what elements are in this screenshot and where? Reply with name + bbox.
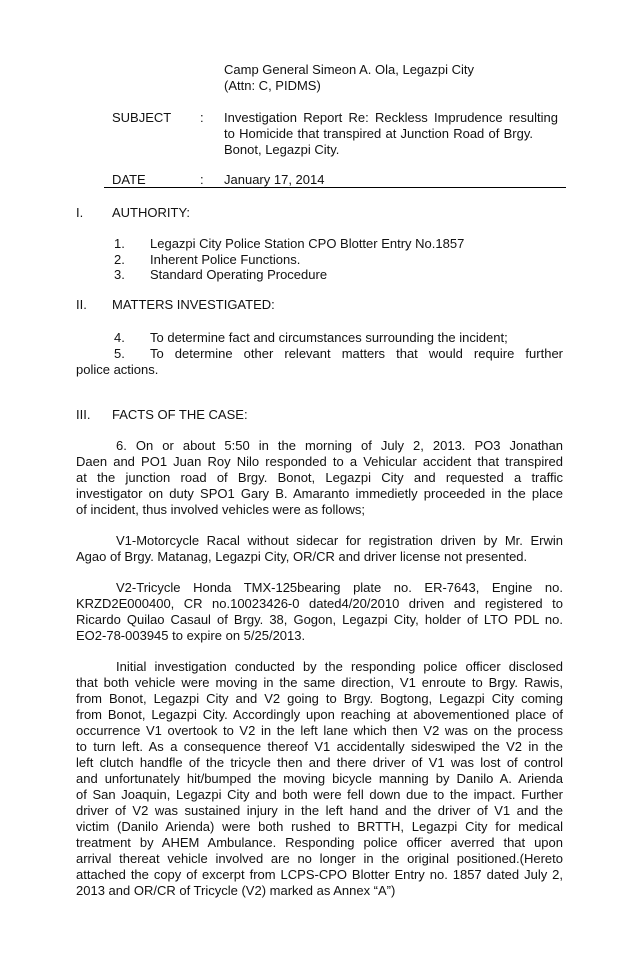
vehicle-1-line: Agao of Brgy. Matanag, Legazpi City, OR/CR and driver license not presented. [76,549,528,564]
subject-label: SUBJECT [112,110,172,125]
investigation-line: driver of V2 was sustained injury in the left hand and the driver of V1 and the [76,803,563,818]
authority-item-text: Inherent Police Functions. [150,252,301,267]
date-label: DATE [112,172,146,187]
investigation-line: from Bonot, Legazpi City. Accordingly upon reaching at abovementioned place of [76,707,563,722]
subject-line-2: to Homicide that transpired at Junction Road of Brgy. [224,126,533,141]
investigation-line: 2013 and OR/CR of Tricycle (V2) marked as Annex “A”) [76,883,396,898]
paragraph-line: at the junction road of Brgy. Bonot, Legazpi City and requested a traffic [76,470,563,485]
investigation-line: of San Joaquin, Legazpi City and both were fell down due to the impact. Further [76,787,563,802]
authority-item-text: Legazpi City Police Station CPO Blotter Entry No.1857 [150,236,465,251]
vehicle-2-line: Ricardo Quilao Casaul of Brgy. 38, Gogon, Legazpi City, holder of LTO PDL no. [76,612,563,627]
investigation-line: Initial investigation conducted by the responding police officer disclosed [116,659,563,674]
matters-item-text: To determine other relevant matters that would require further [150,346,563,361]
vehicle-1-line: V1-Motorcycle Racal without sidecar for registration driven by Mr. Erwin [116,533,563,548]
investigation-line: occurrence V1 overtook to V2 in the left lane which then V2 was on the process [76,723,563,738]
authority-item-num: 1. [114,236,125,251]
investigation-line: treatment by AHEM Ambulance. Responding police officer averred that upon [76,835,563,850]
investigation-line: that both vehicle were moving in the same direction, V1 enroute to Brgy. Rawis, [76,675,563,690]
date-value: January 17, 2014 [224,172,325,187]
investigation-line: attached the copy of excerpt from LCPS-CPO Blotter Entry no. 1857 dated July 2, [76,867,563,882]
header-divider [104,187,566,188]
investigation-line: arrival thereat vehicle involved are no longer in the original positioned.(Hereto [76,851,563,866]
matters-item-num: 4. [114,330,125,345]
paragraph-line: of incident, thus involved vehicles were as follows; [76,502,366,517]
investigation-line: from Bonot, Legazpi City and V2 going to Brgy. Bogtong, Legazpi City coming [76,691,563,706]
subject-colon: : [200,110,204,125]
authority-item-num: 2. [114,252,125,267]
section-2-title: MATTERS INVESTIGATED: [112,297,275,312]
investigation-line: victim (Danilo Arienda) were both rushed to BRTTH, Legazpi City for medical [76,819,563,834]
investigation-line: to turn left. As a consequence thereof V1 accidentally sideswiped the V2 in the [76,739,563,754]
vehicle-2-line: KRZD2E000400, CR no.10023426-0 dated4/20/2010 driven and registered to [76,596,563,611]
subject-line-3: Bonot, Legazpi City. [224,142,340,157]
section-1-title: AUTHORITY: [112,205,191,220]
subject-line-1: Investigation Report Re: Reckless Imprudence resulting [224,110,558,125]
authority-item-num: 3. [114,267,125,282]
investigation-line: and unfortunately hit/bumped the moving bicycle manning by Danilo A. Arienda [76,771,563,786]
section-1-number: I. [76,205,84,220]
authority-item-text: Standard Operating Procedure [150,267,328,282]
address-line-1: Camp General Simeon A. Ola, Legazpi City [224,62,475,77]
section-3-number: III. [76,407,91,422]
paragraph-line: investigator on duty SPO1 Gary B. Amaranto immedietly proceeded in the place [76,486,563,501]
paragraph-line: 6. On or about 5:50 in the morning of July 2, 2013. PO3 Jonathan [116,438,563,453]
matters-item-continuation: police actions. [76,362,159,377]
section-3-title: FACTS OF THE CASE: [112,407,248,422]
section-2-number: II. [76,297,87,312]
investigation-line: left clutch handfle of the tricycle then and there driver of V1 was lost of control [76,755,563,770]
vehicle-2-line: EO2-78-003945 to expire on 5/25/2013. [76,628,306,643]
paragraph-line: Daen and PO1 Juan Roy Nilo responded to a Vehicular accident that transpired [76,454,563,469]
matters-item-text: To determine fact and circumstances surrounding the incident; [150,330,508,345]
address-line-2: (Attn: C, PIDMS) [224,78,321,93]
matters-item-num: 5. [114,346,125,361]
date-colon: : [200,172,204,187]
vehicle-2-line: V2-Tricycle Honda TMX-125bearing plate no. ER-7643, Engine no. [116,580,563,595]
